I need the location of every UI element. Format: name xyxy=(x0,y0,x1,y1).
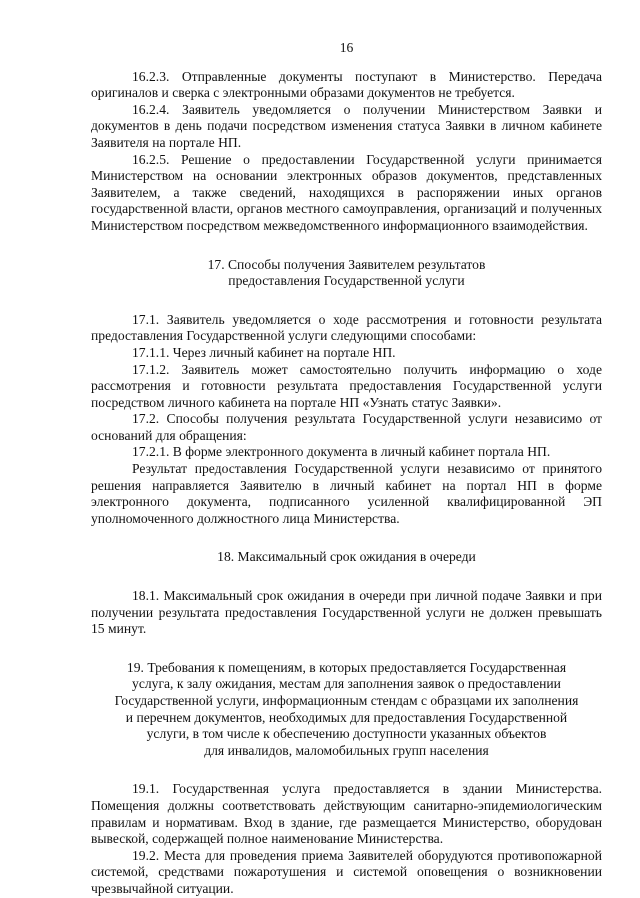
section-19-heading-line: услуга, к залу ожидания, местам для заполнения заявок о предоставлении xyxy=(132,676,561,692)
section-17-heading-line: 17. Способы получения Заявителем результатов xyxy=(207,256,486,272)
section-19-heading-line: 19. Требования к помещениям, в которых предоставляется Государственная xyxy=(126,659,567,675)
section-19-heading-line: Государственной услуги, информационным стендам с образцами их заполнения xyxy=(114,693,579,708)
paragraph-18-1: 18.1. Максимальный срок ожидания в очереди при личной подаче Заявки и при получении результата предоставления Государственной услуги не должен превышать 15 минут. xyxy=(91,588,602,637)
page-number: 16 xyxy=(339,40,354,55)
section-19-heading-line: услуги, в том числе к обеспечению доступности указанных объектов xyxy=(146,726,547,742)
paragraph-19-2: 19.2. Места для проведения приема Заявителей оборудуются противопожарной системой, средствами пожаротушения и системой оповещения о возникновении чрезвычайной ситуации. xyxy=(91,847,602,896)
paragraph-result: Результат предоставления Государственной услуги независимо от принятого решения направляется Заявителю в личный кабинет на портал НП в форме электронного документа, подписанного усиленной квалифицированной ЭП уполномоченного должностного лица Министерства. xyxy=(91,461,602,526)
paragraph-17-2-1: 17.2.1. В форме электронного документа в личный кабинет портала НП. xyxy=(132,444,551,460)
paragraph-16-2-4: 16.2.4. Заявитель уведомляется о получении Министерством Заявки и документов в день подачи посредством изменения статуса Заявки в личном кабинете Заявителя на портале НП. xyxy=(91,101,602,150)
paragraph-17-1-1: 17.1.1. Через личный кабинет на портале НП. xyxy=(132,344,396,360)
paragraph-17-1-2: 17.1.2. Заявитель может самостоятельно получить информацию о ходе рассмотрения и готовности результата предоставления Государственной услуги посредством личного кабинета на портале НП «Узнать статус Заявки». xyxy=(91,361,602,410)
section-17-heading-line: предоставления Государственной услуги xyxy=(228,273,465,289)
paragraph-17-2: 17.2. Способы получения результата Государственной услуги независимо от оснований для обращения: xyxy=(91,411,602,443)
section-19-heading-line: и перечнем документов, необходимых для предоставления Государственной xyxy=(125,709,568,725)
section-17-heading xyxy=(91,257,602,290)
paragraph-16-2-5: 16.2.5. Решение о предоставлении Государственной услуги принимается Министерством на основании электронных образов документов, представленных Заявителем, а также сведений, находящихся в распоряжении иных органов государственной власти, органов местного самоуправления, организаций и полученных Министерством посредством межведомственного информационного взаимодействия. xyxy=(91,151,602,233)
paragraph-16-2-3: 16.2.3. Отправленные документы поступают в Министерство. Передача оригиналов и сверка с электронными образами документов не требуется. xyxy=(91,68,602,101)
paragraph-17-1: 17.1. Заявитель уведомляется о ходе рассмотрения и готовности результата предоставления Государственной услуги следующими способами: xyxy=(91,311,602,344)
section-19-heading xyxy=(91,660,602,760)
paragraph-19-1: 19.1. Государственная услуга предоставляется в здании Министерства. Помещения должны соответствовать действующим санитарно-эпидемиологическим правилам и нормативам. Вход в здание, где размещается Министерство, оборудован вывеской, содержащей полное наименование Министерства. xyxy=(91,781,602,847)
section-19-heading-line: для инвалидов, маломобильных групп населения xyxy=(204,742,489,758)
section-18-heading: 18. Максимальный срок ожидания в очереди xyxy=(217,549,476,565)
